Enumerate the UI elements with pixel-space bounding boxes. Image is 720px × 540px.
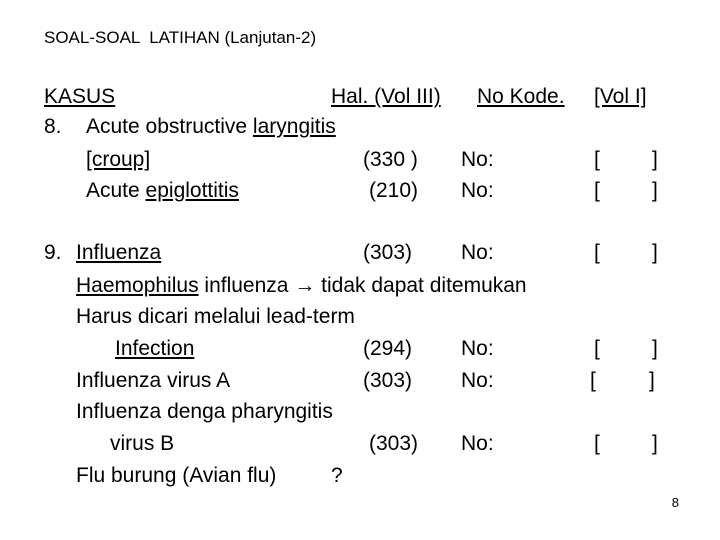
haemophilus-line: Haemophilus influenza → tidak dapat ditemukan	[76, 274, 527, 297]
virus-b-no: No:	[461, 432, 494, 455]
arrow-right-icon: →	[294, 274, 316, 297]
influenza-bracket-close: ]	[652, 241, 658, 264]
header-hal: Hal. (Vol III)	[331, 85, 441, 108]
influenza-bracket-open: [	[594, 241, 600, 264]
croup-bracket-close: ]	[652, 148, 658, 171]
virus-b-label: virus B	[110, 432, 175, 455]
page-number: 8	[671, 495, 679, 510]
epiglottitis-bracket-close: ]	[652, 179, 658, 202]
epiglottitis-page: (210)	[369, 179, 419, 202]
infection-bracket-open: [	[594, 337, 600, 360]
epiglottitis-bracket-open: [	[594, 179, 600, 202]
influenza-label: Influenza	[76, 241, 162, 264]
pharyngitis-label: Influenza denga pharyngitis	[76, 400, 333, 423]
flu-burung-question: ?	[331, 464, 343, 487]
virus-b-bracket-close: ]	[652, 432, 658, 455]
virus-a-page: (303)	[363, 369, 413, 392]
infection-bracket-close: ]	[652, 337, 658, 360]
header-no-kode: No Kode.	[477, 85, 565, 108]
epiglottitis-no: No:	[461, 179, 494, 202]
croup-no: No:	[461, 148, 494, 171]
virus-a-bracket-open: [	[590, 369, 596, 392]
item8-number: 8.	[44, 115, 62, 138]
item8-title: Acute obstructive laryngitis	[86, 115, 336, 138]
virus-b-page: (303)	[369, 432, 419, 455]
influenza-no: No:	[461, 241, 494, 264]
virus-a-no: No:	[461, 369, 494, 392]
lead-term-note: Harus dicari melalui lead-term	[76, 305, 355, 328]
infection-page: (294)	[363, 337, 413, 360]
flu-burung-label: Flu burung (Avian flu)	[76, 464, 277, 487]
croup-label: [croup]	[86, 148, 151, 171]
infection-no: No:	[461, 337, 494, 360]
item9-number: 9.	[44, 241, 62, 264]
header-kasus: KASUS	[44, 85, 116, 108]
croup-bracket-open: [	[594, 148, 600, 171]
epiglottitis-label: Acute epiglottitis	[86, 179, 239, 202]
slide-title: SOAL-SOAL LATIHAN (Lanjutan-2)	[44, 28, 317, 47]
virus-b-bracket-open: [	[594, 432, 600, 455]
header-vol-i: [Vol I]	[594, 85, 647, 108]
influenza-page: (303)	[363, 241, 413, 264]
infection-label: Infection	[115, 337, 195, 360]
virus-a-label: Influenza virus A	[76, 369, 231, 392]
virus-a-bracket-close: ]	[649, 369, 655, 392]
croup-page: (330 )	[363, 148, 418, 171]
